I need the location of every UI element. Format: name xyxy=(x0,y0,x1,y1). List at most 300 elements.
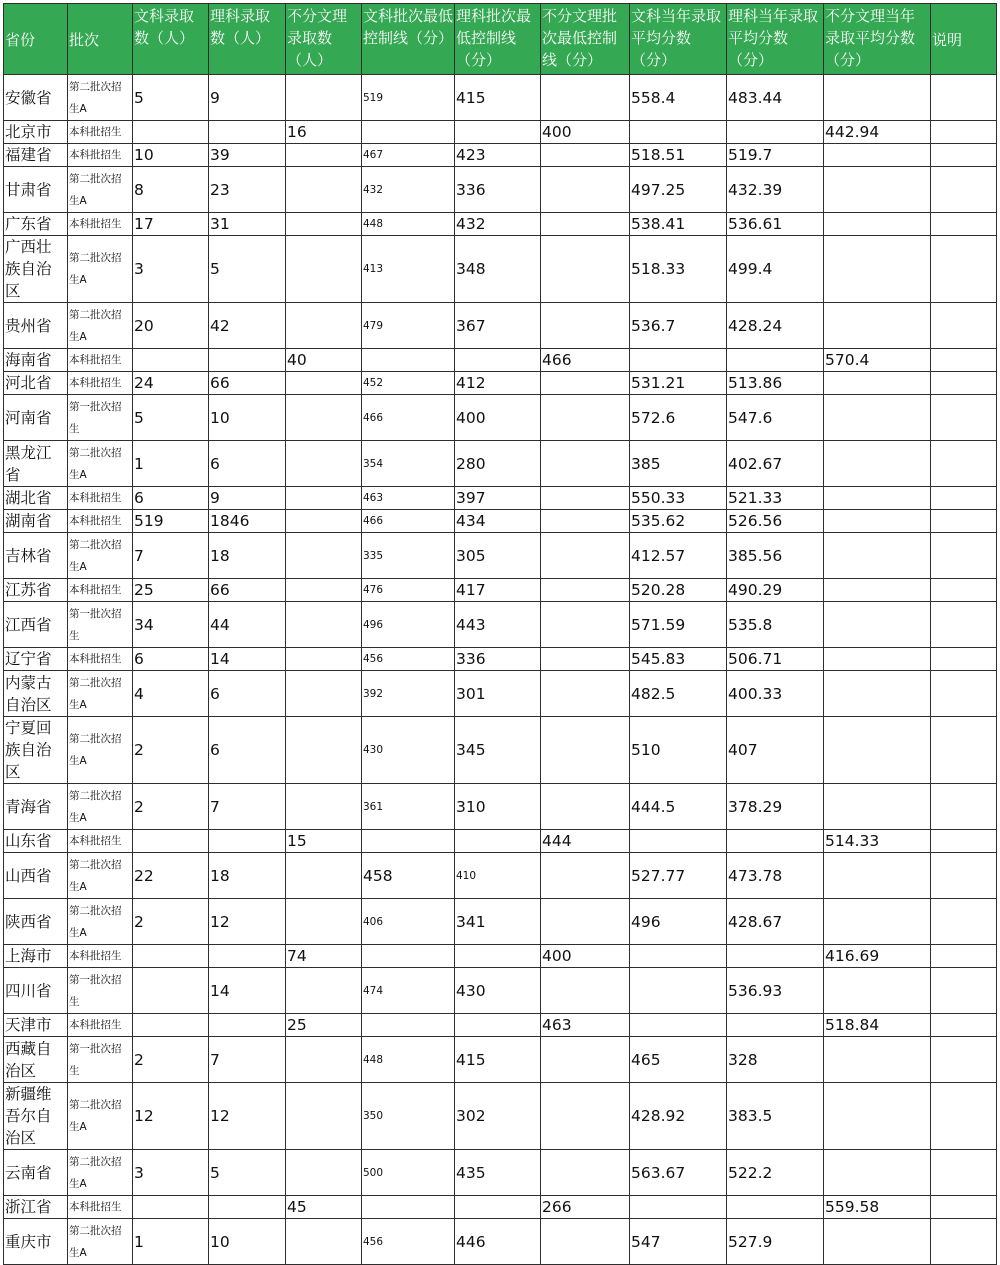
cell-combined-admitted: 74 xyxy=(286,945,362,968)
cell-arts-avg-score: 510 xyxy=(630,717,727,784)
cell-science-avg-score xyxy=(727,1196,824,1219)
table-row xyxy=(4,303,997,349)
cell-science-admitted: 6 xyxy=(209,441,286,487)
cell-notes xyxy=(931,1014,997,1037)
cell-notes xyxy=(931,579,997,602)
cell-batch: 本科批招生 xyxy=(68,579,133,602)
table-row xyxy=(4,395,997,441)
cell-combined-admitted xyxy=(286,968,362,1014)
cell-arts-min-line: 448 xyxy=(362,213,455,236)
cell-combined-avg-score xyxy=(824,533,931,579)
cell-batch: 第二批次招生A xyxy=(68,1150,133,1196)
cell-batch: 本科批招生 xyxy=(68,372,133,395)
cell-arts-min-line: 354 xyxy=(362,441,455,487)
cell-combined-admitted xyxy=(286,602,362,648)
cell-science-min-line: 432 xyxy=(455,213,541,236)
cell-province: 天津市 xyxy=(4,1014,68,1037)
cell-batch: 第一批次招生 xyxy=(68,395,133,441)
cell-combined-admitted xyxy=(286,579,362,602)
cell-batch: 第二批次招生A xyxy=(68,784,133,830)
table-row xyxy=(4,1196,997,1219)
cell-combined-avg-score xyxy=(824,303,931,349)
table-row xyxy=(4,784,997,830)
cell-notes xyxy=(931,167,997,213)
cell-arts-avg-score: 444.5 xyxy=(630,784,727,830)
cell-province: 辽宁省 xyxy=(4,648,68,671)
cell-arts-min-line: 467 xyxy=(362,144,455,167)
cell-science-min-line: 410 xyxy=(455,853,541,899)
header-arts-min-line: 文科批次最低控制线（分） xyxy=(362,4,455,75)
cell-combined-avg-score xyxy=(824,671,931,717)
cell-arts-admitted xyxy=(133,349,209,372)
cell-combined-avg-score xyxy=(824,579,931,602)
cell-science-min-line: 430 xyxy=(455,968,541,1014)
cell-science-admitted xyxy=(209,1014,286,1037)
cell-combined-avg-score xyxy=(824,648,931,671)
table-row xyxy=(4,213,997,236)
cell-arts-min-line: 500 xyxy=(362,1150,455,1196)
cell-science-admitted xyxy=(209,1196,286,1219)
cell-notes xyxy=(931,968,997,1014)
cell-batch: 第一批次招生 xyxy=(68,602,133,648)
cell-arts-admitted: 6 xyxy=(133,487,209,510)
cell-province: 海南省 xyxy=(4,349,68,372)
cell-notes xyxy=(931,853,997,899)
cell-province: 广东省 xyxy=(4,213,68,236)
cell-combined-admitted xyxy=(286,533,362,579)
cell-science-min-line: 443 xyxy=(455,602,541,648)
cell-combined-admitted xyxy=(286,441,362,487)
header-arts-avg-score: 文科当年录取平均分数（分） xyxy=(630,4,727,75)
cell-combined-min-line xyxy=(541,899,630,945)
header-science-avg-score: 理科当年录取平均分数（分） xyxy=(727,4,824,75)
cell-science-avg-score: 513.86 xyxy=(727,372,824,395)
cell-arts-min-line xyxy=(362,945,455,968)
cell-batch: 本科批招生 xyxy=(68,349,133,372)
cell-science-min-line: 345 xyxy=(455,717,541,784)
cell-science-min-line: 341 xyxy=(455,899,541,945)
cell-arts-avg-score: 465 xyxy=(630,1037,727,1083)
table-row xyxy=(4,1014,997,1037)
cell-combined-admitted xyxy=(286,372,362,395)
cell-notes xyxy=(931,441,997,487)
cell-combined-min-line xyxy=(541,75,630,121)
cell-province: 江苏省 xyxy=(4,579,68,602)
cell-notes xyxy=(931,648,997,671)
cell-science-min-line: 417 xyxy=(455,579,541,602)
cell-arts-avg-score xyxy=(630,121,727,144)
cell-science-avg-score xyxy=(727,830,824,853)
cell-combined-admitted: 40 xyxy=(286,349,362,372)
cell-arts-admitted: 5 xyxy=(133,395,209,441)
cell-combined-min-line xyxy=(541,579,630,602)
cell-combined-min-line xyxy=(541,968,630,1014)
cell-combined-min-line xyxy=(541,372,630,395)
cell-science-min-line: 397 xyxy=(455,487,541,510)
cell-arts-avg-score: 538.41 xyxy=(630,213,727,236)
cell-science-admitted: 12 xyxy=(209,1083,286,1150)
cell-arts-avg-score: 518.33 xyxy=(630,236,727,303)
cell-science-admitted xyxy=(209,830,286,853)
cell-combined-avg-score xyxy=(824,899,931,945)
cell-science-admitted: 66 xyxy=(209,579,286,602)
cell-arts-min-line xyxy=(362,830,455,853)
cell-arts-min-line: 458 xyxy=(362,853,455,899)
cell-science-min-line: 446 xyxy=(455,1219,541,1265)
cell-arts-avg-score xyxy=(630,1014,727,1037)
table-row xyxy=(4,1083,997,1150)
cell-batch: 本科批招生 xyxy=(68,213,133,236)
cell-science-min-line xyxy=(455,1196,541,1219)
cell-arts-admitted: 2 xyxy=(133,899,209,945)
cell-arts-admitted: 24 xyxy=(133,372,209,395)
cell-combined-admitted xyxy=(286,303,362,349)
table-row xyxy=(4,968,997,1014)
cell-combined-admitted: 15 xyxy=(286,830,362,853)
cell-notes xyxy=(931,830,997,853)
cell-science-avg-score xyxy=(727,945,824,968)
cell-science-admitted: 9 xyxy=(209,75,286,121)
cell-arts-admitted: 34 xyxy=(133,602,209,648)
cell-combined-admitted xyxy=(286,213,362,236)
cell-combined-min-line xyxy=(541,395,630,441)
header-province: 省份 xyxy=(4,4,68,75)
cell-combined-min-line: 400 xyxy=(541,945,630,968)
cell-combined-min-line: 400 xyxy=(541,121,630,144)
cell-science-admitted xyxy=(209,349,286,372)
cell-arts-admitted xyxy=(133,968,209,1014)
cell-combined-avg-score xyxy=(824,395,931,441)
cell-batch: 第一批次招生 xyxy=(68,968,133,1014)
cell-combined-avg-score xyxy=(824,853,931,899)
cell-arts-admitted xyxy=(133,121,209,144)
cell-batch: 第二批次招生A xyxy=(68,75,133,121)
cell-combined-admitted xyxy=(286,784,362,830)
cell-province: 西藏自治区 xyxy=(4,1037,68,1083)
cell-science-avg-score: 521.33 xyxy=(727,487,824,510)
cell-science-admitted: 7 xyxy=(209,1037,286,1083)
cell-batch: 第二批次招生A xyxy=(68,671,133,717)
cell-combined-avg-score xyxy=(824,167,931,213)
cell-arts-admitted: 2 xyxy=(133,784,209,830)
cell-arts-min-line: 456 xyxy=(362,1219,455,1265)
cell-province: 湖北省 xyxy=(4,487,68,510)
cell-province: 云南省 xyxy=(4,1150,68,1196)
table-row xyxy=(4,945,997,968)
cell-arts-min-line: 496 xyxy=(362,602,455,648)
cell-combined-admitted xyxy=(286,236,362,303)
cell-science-avg-score: 490.29 xyxy=(727,579,824,602)
cell-science-min-line: 400 xyxy=(455,395,541,441)
cell-arts-admitted xyxy=(133,830,209,853)
cell-science-min-line: 305 xyxy=(455,533,541,579)
cell-science-avg-score: 402.67 xyxy=(727,441,824,487)
header-row xyxy=(4,4,997,75)
cell-science-admitted: 9 xyxy=(209,487,286,510)
cell-arts-min-line: 456 xyxy=(362,648,455,671)
cell-combined-admitted xyxy=(286,1037,362,1083)
cell-combined-admitted xyxy=(286,144,362,167)
cell-batch: 第二批次招生A xyxy=(68,167,133,213)
cell-combined-admitted xyxy=(286,853,362,899)
cell-science-min-line xyxy=(455,830,541,853)
cell-science-avg-score: 385.56 xyxy=(727,533,824,579)
cell-science-admitted: 6 xyxy=(209,671,286,717)
cell-batch: 本科批招生 xyxy=(68,121,133,144)
cell-batch: 本科批招生 xyxy=(68,510,133,533)
table-row xyxy=(4,533,997,579)
cell-arts-avg-score: 482.5 xyxy=(630,671,727,717)
cell-combined-min-line: 463 xyxy=(541,1014,630,1037)
cell-science-admitted: 10 xyxy=(209,1219,286,1265)
cell-science-min-line: 367 xyxy=(455,303,541,349)
cell-combined-admitted xyxy=(286,899,362,945)
cell-combined-min-line xyxy=(541,1083,630,1150)
cell-arts-min-line: 479 xyxy=(362,303,455,349)
cell-batch: 本科批招生 xyxy=(68,1196,133,1219)
cell-arts-admitted xyxy=(133,945,209,968)
cell-batch: 第二批次招生A xyxy=(68,236,133,303)
cell-combined-avg-score xyxy=(824,510,931,533)
cell-combined-min-line xyxy=(541,671,630,717)
cell-province: 吉林省 xyxy=(4,533,68,579)
cell-arts-admitted: 4 xyxy=(133,671,209,717)
table-row xyxy=(4,1037,997,1083)
cell-arts-min-line: 430 xyxy=(362,717,455,784)
cell-arts-avg-score: 520.28 xyxy=(630,579,727,602)
table-row xyxy=(4,167,997,213)
cell-arts-min-line: 463 xyxy=(362,487,455,510)
cell-province: 新疆维吾尔自治区 xyxy=(4,1083,68,1150)
cell-science-avg-score: 428.24 xyxy=(727,303,824,349)
cell-science-admitted: 66 xyxy=(209,372,286,395)
cell-batch: 第二批次招生A xyxy=(68,717,133,784)
cell-arts-avg-score: 412.57 xyxy=(630,533,727,579)
cell-notes xyxy=(931,144,997,167)
cell-arts-admitted xyxy=(133,1014,209,1037)
cell-science-avg-score: 378.29 xyxy=(727,784,824,830)
cell-province: 安徽省 xyxy=(4,75,68,121)
cell-arts-avg-score: 571.59 xyxy=(630,602,727,648)
cell-arts-min-line: 466 xyxy=(362,395,455,441)
cell-science-admitted: 18 xyxy=(209,853,286,899)
cell-science-admitted: 5 xyxy=(209,236,286,303)
cell-combined-avg-score: 514.33 xyxy=(824,830,931,853)
cell-combined-admitted: 45 xyxy=(286,1196,362,1219)
cell-science-avg-score: 407 xyxy=(727,717,824,784)
cell-notes xyxy=(931,1219,997,1265)
cell-combined-admitted xyxy=(286,167,362,213)
cell-province: 内蒙古自治区 xyxy=(4,671,68,717)
cell-combined-avg-score xyxy=(824,144,931,167)
cell-arts-min-line: 452 xyxy=(362,372,455,395)
cell-combined-avg-score xyxy=(824,1150,931,1196)
cell-arts-min-line: 413 xyxy=(362,236,455,303)
cell-arts-min-line xyxy=(362,121,455,144)
cell-province: 福建省 xyxy=(4,144,68,167)
cell-arts-avg-score xyxy=(630,968,727,1014)
cell-notes xyxy=(931,945,997,968)
cell-batch: 本科批招生 xyxy=(68,648,133,671)
cell-combined-min-line xyxy=(541,533,630,579)
table-row xyxy=(4,487,997,510)
cell-combined-min-line xyxy=(541,784,630,830)
cell-science-avg-score: 400.33 xyxy=(727,671,824,717)
cell-arts-admitted: 519 xyxy=(133,510,209,533)
cell-arts-min-line: 392 xyxy=(362,671,455,717)
cell-combined-min-line xyxy=(541,236,630,303)
cell-combined-admitted xyxy=(286,510,362,533)
header-science-admitted: 理科录取数（人） xyxy=(209,4,286,75)
cell-batch: 本科批招生 xyxy=(68,1014,133,1037)
cell-science-admitted xyxy=(209,945,286,968)
cell-combined-min-line xyxy=(541,717,630,784)
cell-combined-min-line: 466 xyxy=(541,349,630,372)
cell-arts-admitted: 17 xyxy=(133,213,209,236)
cell-arts-min-line: 448 xyxy=(362,1037,455,1083)
cell-combined-admitted xyxy=(286,1219,362,1265)
cell-notes xyxy=(931,75,997,121)
cell-notes xyxy=(931,533,997,579)
cell-combined-min-line xyxy=(541,167,630,213)
cell-notes xyxy=(931,1150,997,1196)
cell-arts-min-line: 474 xyxy=(362,968,455,1014)
cell-science-min-line: 435 xyxy=(455,1150,541,1196)
table-row xyxy=(4,372,997,395)
cell-arts-avg-score: 536.7 xyxy=(630,303,727,349)
cell-combined-min-line: 266 xyxy=(541,1196,630,1219)
cell-notes xyxy=(931,487,997,510)
cell-science-avg-score: 432.39 xyxy=(727,167,824,213)
cell-notes xyxy=(931,1196,997,1219)
cell-arts-admitted: 5 xyxy=(133,75,209,121)
cell-batch: 第二批次招生A xyxy=(68,441,133,487)
cell-province: 山西省 xyxy=(4,853,68,899)
cell-combined-admitted: 25 xyxy=(286,1014,362,1037)
cell-combined-admitted xyxy=(286,1150,362,1196)
cell-batch: 第二批次招生A xyxy=(68,1083,133,1150)
cell-arts-min-line xyxy=(362,349,455,372)
cell-combined-avg-score: 518.84 xyxy=(824,1014,931,1037)
cell-province: 上海市 xyxy=(4,945,68,968)
cell-arts-admitted: 2 xyxy=(133,717,209,784)
cell-science-admitted: 12 xyxy=(209,899,286,945)
cell-batch: 第二批次招生A xyxy=(68,899,133,945)
cell-science-min-line xyxy=(455,1014,541,1037)
cell-science-avg-score xyxy=(727,349,824,372)
cell-science-avg-score: 328 xyxy=(727,1037,824,1083)
cell-arts-avg-score: 545.83 xyxy=(630,648,727,671)
cell-arts-admitted: 6 xyxy=(133,648,209,671)
cell-arts-avg-score xyxy=(630,1196,727,1219)
cell-combined-min-line xyxy=(541,648,630,671)
cell-arts-avg-score: 497.25 xyxy=(630,167,727,213)
cell-combined-min-line xyxy=(541,303,630,349)
cell-combined-admitted xyxy=(286,395,362,441)
table-row xyxy=(4,602,997,648)
cell-combined-avg-score xyxy=(824,1037,931,1083)
cell-combined-avg-score xyxy=(824,236,931,303)
cell-science-avg-score: 536.93 xyxy=(727,968,824,1014)
cell-arts-admitted: 10 xyxy=(133,144,209,167)
cell-science-avg-score xyxy=(727,121,824,144)
header-science-min-line: 理科批次最低控制线（分） xyxy=(455,4,541,75)
cell-notes xyxy=(931,602,997,648)
cell-notes xyxy=(931,303,997,349)
table-row xyxy=(4,899,997,945)
cell-arts-avg-score: 547 xyxy=(630,1219,727,1265)
cell-arts-admitted: 1 xyxy=(133,1219,209,1265)
cell-notes xyxy=(931,121,997,144)
cell-combined-admitted xyxy=(286,1083,362,1150)
cell-science-min-line: 434 xyxy=(455,510,541,533)
cell-science-min-line: 336 xyxy=(455,648,541,671)
cell-arts-admitted: 22 xyxy=(133,853,209,899)
cell-combined-min-line: 444 xyxy=(541,830,630,853)
cell-science-admitted: 31 xyxy=(209,213,286,236)
cell-combined-min-line xyxy=(541,144,630,167)
cell-arts-admitted: 2 xyxy=(133,1037,209,1083)
cell-combined-admitted xyxy=(286,648,362,671)
cell-combined-avg-score xyxy=(824,1083,931,1150)
cell-batch: 本科批招生 xyxy=(68,487,133,510)
cell-arts-min-line xyxy=(362,1014,455,1037)
table-row xyxy=(4,648,997,671)
cell-province: 河北省 xyxy=(4,372,68,395)
cell-science-admitted: 6 xyxy=(209,717,286,784)
cell-combined-min-line xyxy=(541,487,630,510)
cell-arts-admitted: 12 xyxy=(133,1083,209,1150)
cell-province: 湖南省 xyxy=(4,510,68,533)
cell-science-admitted: 23 xyxy=(209,167,286,213)
table-row xyxy=(4,1150,997,1196)
cell-arts-min-line: 519 xyxy=(362,75,455,121)
cell-combined-admitted xyxy=(286,75,362,121)
cell-arts-min-line: 406 xyxy=(362,899,455,945)
cell-province: 河南省 xyxy=(4,395,68,441)
cell-combined-min-line xyxy=(541,510,630,533)
cell-science-min-line: 415 xyxy=(455,1037,541,1083)
table-row xyxy=(4,144,997,167)
cell-province: 重庆市 xyxy=(4,1219,68,1265)
cell-province: 北京市 xyxy=(4,121,68,144)
cell-notes xyxy=(931,784,997,830)
cell-arts-admitted xyxy=(133,1196,209,1219)
cell-arts-avg-score xyxy=(630,830,727,853)
cell-science-avg-score: 536.61 xyxy=(727,213,824,236)
cell-arts-admitted: 20 xyxy=(133,303,209,349)
cell-science-min-line: 280 xyxy=(455,441,541,487)
table-row xyxy=(4,510,997,533)
cell-combined-avg-score: 442.94 xyxy=(824,121,931,144)
table-row xyxy=(4,830,997,853)
cell-batch: 本科批招生 xyxy=(68,945,133,968)
table-header xyxy=(4,4,997,75)
cell-batch: 第二批次招生A xyxy=(68,1219,133,1265)
table-row xyxy=(4,1219,997,1265)
cell-science-avg-score: 383.5 xyxy=(727,1083,824,1150)
cell-combined-avg-score xyxy=(824,602,931,648)
cell-province: 山东省 xyxy=(4,830,68,853)
table-row xyxy=(4,75,997,121)
cell-arts-min-line: 476 xyxy=(362,579,455,602)
cell-combined-avg-score xyxy=(824,1219,931,1265)
header-combined-avg-score: 不分文理当年录取平均分数（分） xyxy=(824,4,931,75)
cell-notes xyxy=(931,899,997,945)
cell-arts-admitted: 3 xyxy=(133,1150,209,1196)
cell-province: 陕西省 xyxy=(4,899,68,945)
cell-combined-avg-score: 559.58 xyxy=(824,1196,931,1219)
